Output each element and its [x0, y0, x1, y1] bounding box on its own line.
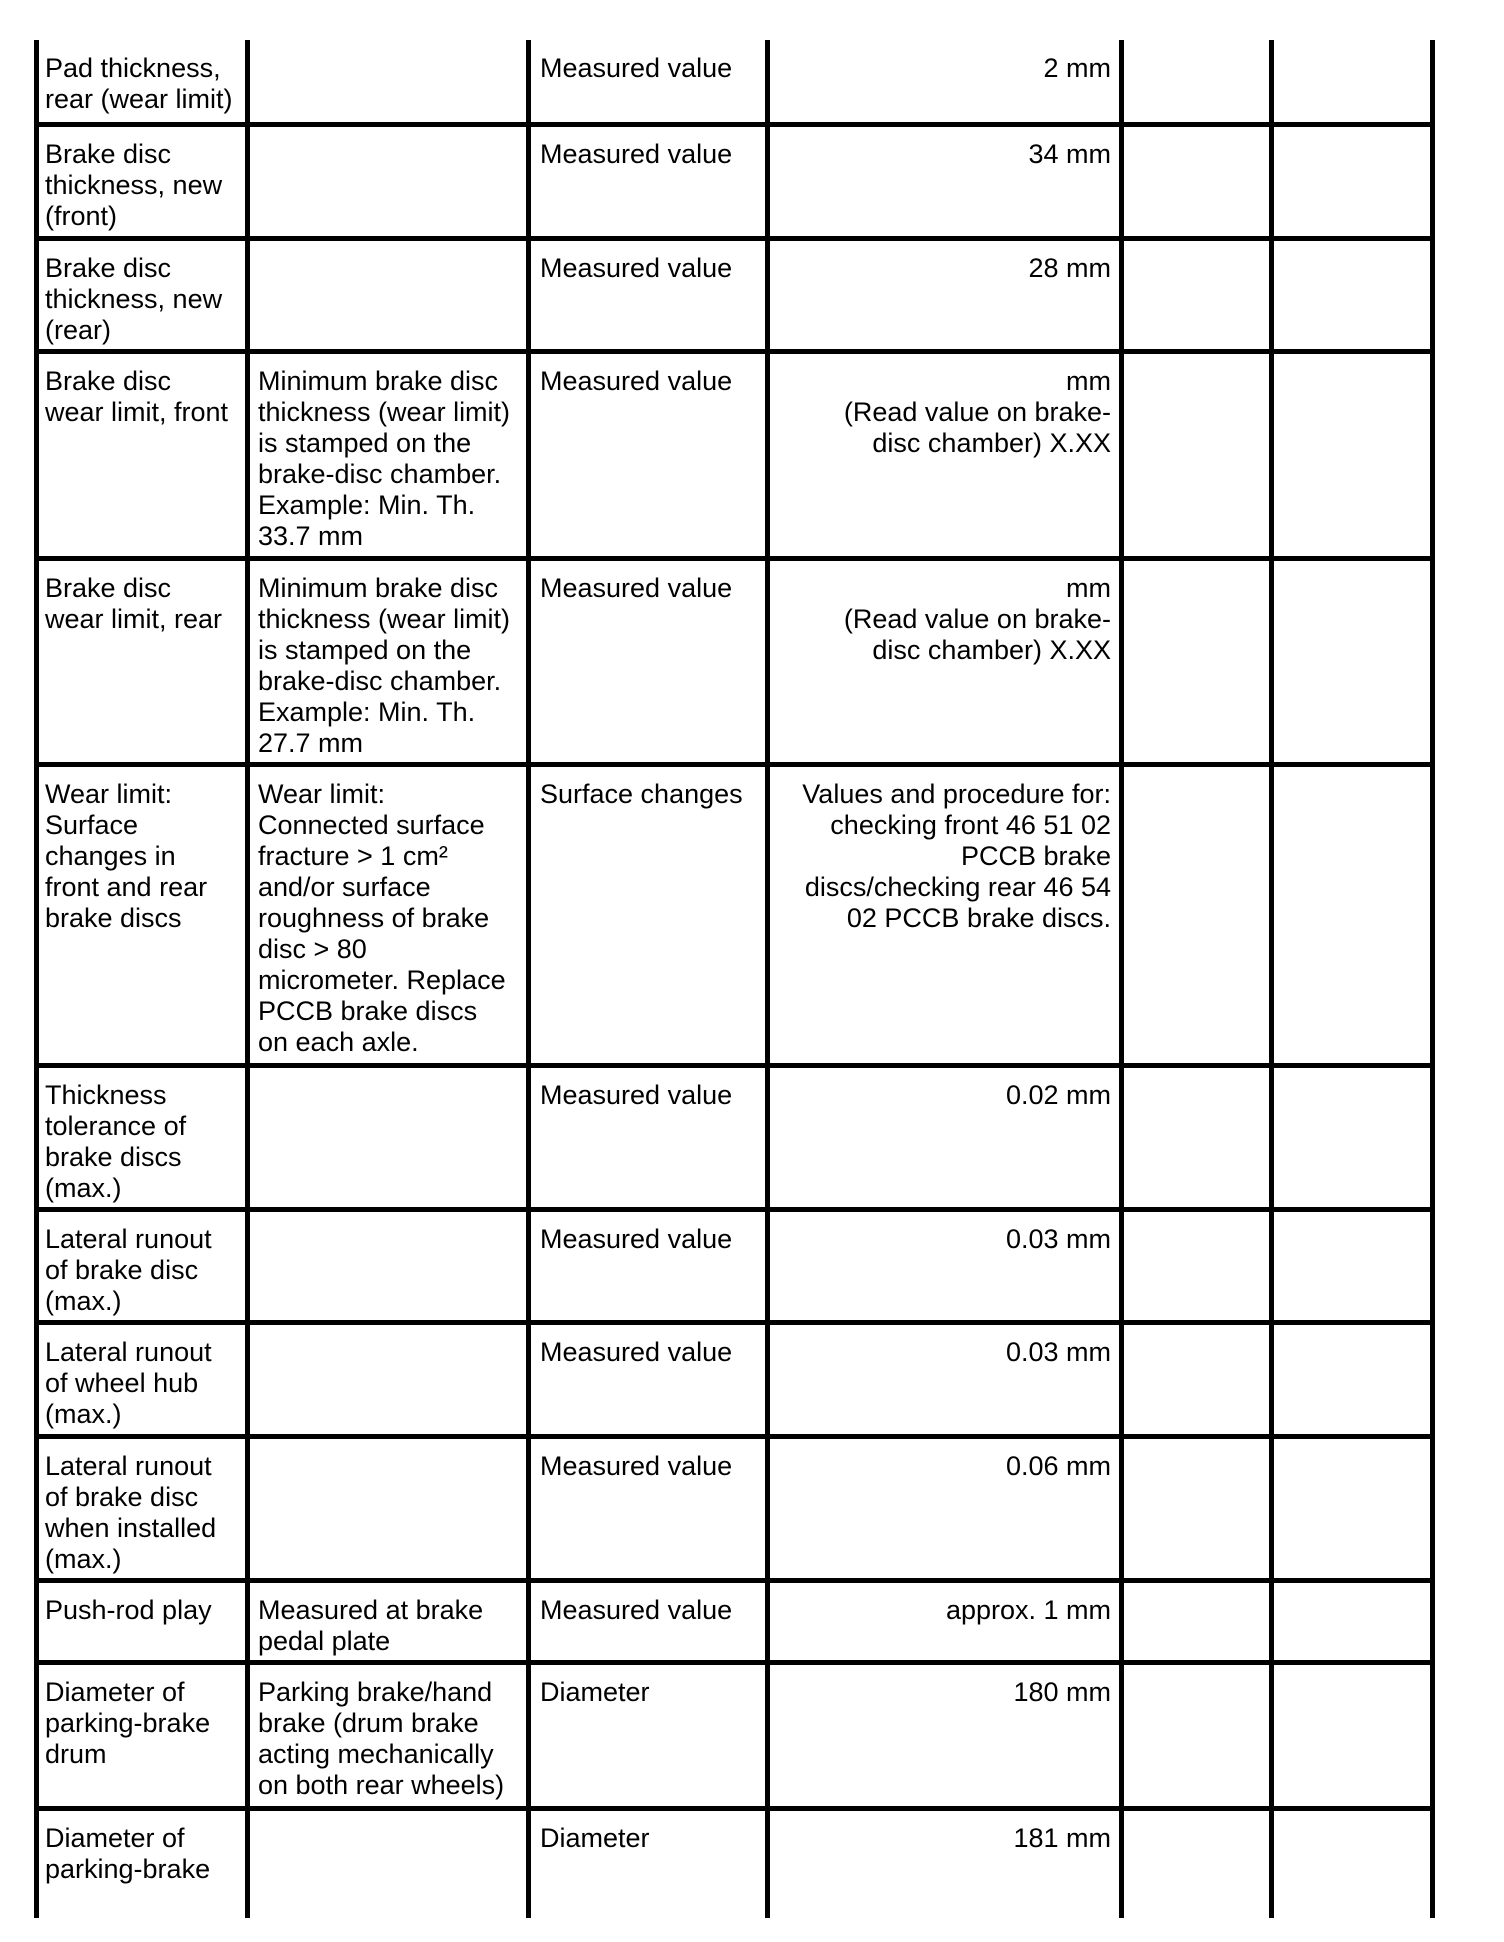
value-line: 0.06 mm — [1005, 1451, 1111, 1481]
note-line: is stamped on the — [258, 428, 472, 458]
cell-value — [770, 253, 1111, 284]
parameter-line: Brake disc — [45, 573, 172, 603]
parameter-line: Diameter of — [45, 1677, 185, 1707]
parameter-line: Brake disc — [45, 139, 172, 169]
value-line: discs/checking rear 46 54 — [804, 872, 1111, 902]
parameter-line: (max.) — [45, 1544, 122, 1574]
cell-parameter — [45, 1677, 241, 1770]
parameter-line: parking-brake — [45, 1708, 211, 1738]
grid-vline — [1119, 40, 1124, 1918]
cell-method — [540, 1080, 762, 1111]
parameter-line: Brake disc — [45, 366, 172, 396]
parameter-line: wear limit, front — [45, 397, 229, 427]
method-text: Measured value — [540, 1595, 733, 1625]
method-text: Diameter — [540, 1677, 650, 1707]
parameter-line: thickness, new — [45, 170, 223, 200]
value-line: 0.03 mm — [1005, 1224, 1111, 1254]
parameter-line: Diameter of — [45, 1823, 185, 1853]
cell-value — [770, 139, 1111, 170]
cell-note — [258, 366, 522, 552]
note-line: Example: Min. Th. — [258, 490, 476, 520]
cell-parameter — [45, 139, 241, 232]
grid-hline — [34, 236, 1435, 241]
value-line: disc chamber) X.XX — [872, 635, 1111, 665]
parameter-line: (front) — [45, 201, 118, 231]
parameter-line: brake discs — [45, 903, 182, 933]
parameter-line: Wear limit: — [45, 779, 173, 809]
parameter-line: when installed — [45, 1513, 217, 1543]
value-line: (Read value on brake- — [843, 604, 1111, 634]
grid-vline — [765, 40, 770, 1918]
method-text: Surface changes — [540, 779, 743, 809]
value-line: 180 mm — [1013, 1677, 1111, 1707]
parameter-line: changes in — [45, 841, 176, 871]
cell-parameter — [45, 53, 241, 115]
method-text: Diameter — [540, 1823, 650, 1853]
method-text: Measured value — [540, 1080, 733, 1110]
cell-method — [540, 1451, 762, 1482]
grid-vline — [34, 40, 39, 1918]
grid-hline — [34, 1207, 1435, 1212]
value-line: 34 mm — [1028, 139, 1111, 169]
value-line: mm — [1066, 366, 1111, 396]
note-line: and/or surface — [258, 872, 431, 902]
parameter-line: thickness, new — [45, 284, 223, 314]
note-line: brake-disc chamber. — [258, 459, 502, 489]
value-line: 0.03 mm — [1005, 1337, 1111, 1367]
value-line: approx. 1 mm — [945, 1595, 1111, 1625]
method-text: Measured value — [540, 53, 733, 83]
cell-note — [258, 1595, 522, 1657]
value-line: disc chamber) X.XX — [872, 428, 1111, 458]
parameter-line: of wheel hub — [45, 1368, 199, 1398]
parameter-line: Push-rod play — [45, 1595, 212, 1625]
method-text: Measured value — [540, 366, 733, 396]
parameter-line: front and rear — [45, 872, 208, 902]
note-line: Wear limit: — [258, 779, 386, 809]
value-line: 2 mm — [1043, 53, 1111, 83]
cell-value — [770, 53, 1111, 84]
cell-parameter — [45, 253, 241, 346]
cell-parameter — [45, 779, 241, 934]
cell-parameter — [45, 1224, 241, 1317]
cell-value — [770, 1224, 1111, 1255]
parameter-line: (max.) — [45, 1286, 122, 1316]
cell-parameter — [45, 573, 241, 635]
cell-method — [540, 1224, 762, 1255]
note-line: Example: Min. Th. — [258, 697, 476, 727]
cell-value — [770, 1080, 1111, 1111]
grid-hline — [34, 1063, 1435, 1068]
note-line: roughness of brake — [258, 903, 490, 933]
parameter-line: drum — [45, 1739, 107, 1769]
note-line: Measured at brake — [258, 1595, 484, 1625]
parameter-line: (max.) — [45, 1173, 122, 1203]
parameter-line: wear limit, rear — [45, 604, 223, 634]
grid-hline — [34, 349, 1435, 354]
grid-hline — [34, 1434, 1435, 1439]
cell-method — [540, 53, 762, 84]
cell-method — [540, 1823, 762, 1854]
cell-method — [540, 1595, 762, 1626]
parameter-line: rear (wear limit) — [45, 84, 233, 114]
parameter-line: parking-brake — [45, 1854, 211, 1884]
cell-method — [540, 139, 762, 170]
cell-parameter — [45, 1080, 241, 1204]
note-line: is stamped on the — [258, 635, 472, 665]
value-line: 02 PCCB brake discs. — [846, 903, 1111, 933]
parameter-line: Lateral runout — [45, 1451, 212, 1481]
cell-note — [258, 779, 522, 1058]
cell-method — [540, 366, 762, 397]
cell-value — [770, 1337, 1111, 1368]
method-text: Measured value — [540, 1224, 733, 1254]
cell-parameter — [45, 1823, 241, 1885]
cell-parameter — [45, 1451, 241, 1575]
grid-vline — [1430, 40, 1435, 1918]
note-line: 27.7 mm — [258, 728, 364, 758]
note-line: PCCB brake discs — [258, 996, 478, 1026]
cell-method — [540, 779, 762, 810]
value-line: (Read value on brake- — [843, 397, 1111, 427]
parameter-line: Lateral runout — [45, 1224, 212, 1254]
cell-value — [770, 573, 1111, 666]
grid-vline — [245, 40, 250, 1918]
note-line: thickness (wear limit) — [258, 397, 511, 427]
note-line: Minimum brake disc — [258, 366, 499, 396]
grid-hline — [34, 1320, 1435, 1325]
parameter-line: brake discs — [45, 1142, 182, 1172]
parameter-line: of brake disc — [45, 1482, 199, 1512]
method-text: Measured value — [540, 1337, 733, 1367]
note-line: brake (drum brake — [258, 1708, 479, 1738]
parameter-line: Lateral runout — [45, 1337, 212, 1367]
parameter-line: (rear) — [45, 315, 111, 345]
cell-method — [540, 1337, 762, 1368]
cell-method — [540, 253, 762, 284]
method-text: Measured value — [540, 253, 733, 283]
parameter-line: Thickness — [45, 1080, 167, 1110]
value-line: checking front 46 51 02 — [830, 810, 1111, 840]
note-line: on both rear wheels) — [258, 1770, 505, 1800]
parameter-line: Brake disc — [45, 253, 172, 283]
note-line: fracture > 1 cm² — [258, 841, 448, 871]
note-line: acting mechanically — [258, 1739, 494, 1769]
grid-hline — [34, 1806, 1435, 1811]
note-line: brake-disc chamber. — [258, 666, 502, 696]
grid-hline — [34, 556, 1435, 561]
note-line: pedal plate — [258, 1626, 391, 1656]
grid-hline — [34, 1660, 1435, 1665]
cell-value — [770, 1823, 1111, 1854]
cell-value — [770, 1595, 1111, 1626]
grid-hline — [34, 122, 1435, 127]
parameter-line: of brake disc — [45, 1255, 199, 1285]
method-text: Measured value — [540, 1451, 733, 1481]
value-line: 28 mm — [1028, 253, 1111, 283]
note-line: on each axle. — [258, 1027, 419, 1057]
cell-method — [540, 1677, 762, 1708]
note-line: 33.7 mm — [258, 521, 364, 551]
cell-method — [540, 573, 762, 604]
cell-note — [258, 573, 522, 759]
note-line: thickness (wear limit) — [258, 604, 511, 634]
note-line: Minimum brake disc — [258, 573, 499, 603]
cell-parameter — [45, 366, 241, 428]
grid-vline — [526, 40, 531, 1918]
grid-vline — [1269, 40, 1274, 1918]
cell-value — [770, 1451, 1111, 1482]
value-line: Values and procedure for: — [802, 779, 1111, 809]
value-line: 181 mm — [1013, 1823, 1111, 1853]
method-text: Measured value — [540, 139, 733, 169]
parameter-line: (max.) — [45, 1399, 122, 1429]
value-line: 0.02 mm — [1005, 1080, 1111, 1110]
cell-value — [770, 1677, 1111, 1708]
value-line: mm — [1066, 573, 1111, 603]
grid-hline — [34, 1578, 1435, 1583]
parameter-line: Pad thickness, — [45, 53, 221, 83]
parameter-line: Surface — [45, 810, 139, 840]
note-line: Connected surface — [258, 810, 485, 840]
cell-parameter — [45, 1595, 241, 1626]
note-line: Parking brake/hand — [258, 1677, 493, 1707]
cell-parameter — [45, 1337, 241, 1430]
cell-value — [770, 366, 1111, 459]
note-line: disc > 80 — [258, 934, 367, 964]
note-line: micrometer. Replace — [258, 965, 506, 995]
method-text: Measured value — [540, 573, 733, 603]
grid-hline — [34, 762, 1435, 767]
cell-value — [770, 779, 1111, 934]
value-line: PCCB brake — [960, 841, 1111, 871]
parameter-line: tolerance of — [45, 1111, 187, 1141]
cell-note — [258, 1677, 522, 1801]
